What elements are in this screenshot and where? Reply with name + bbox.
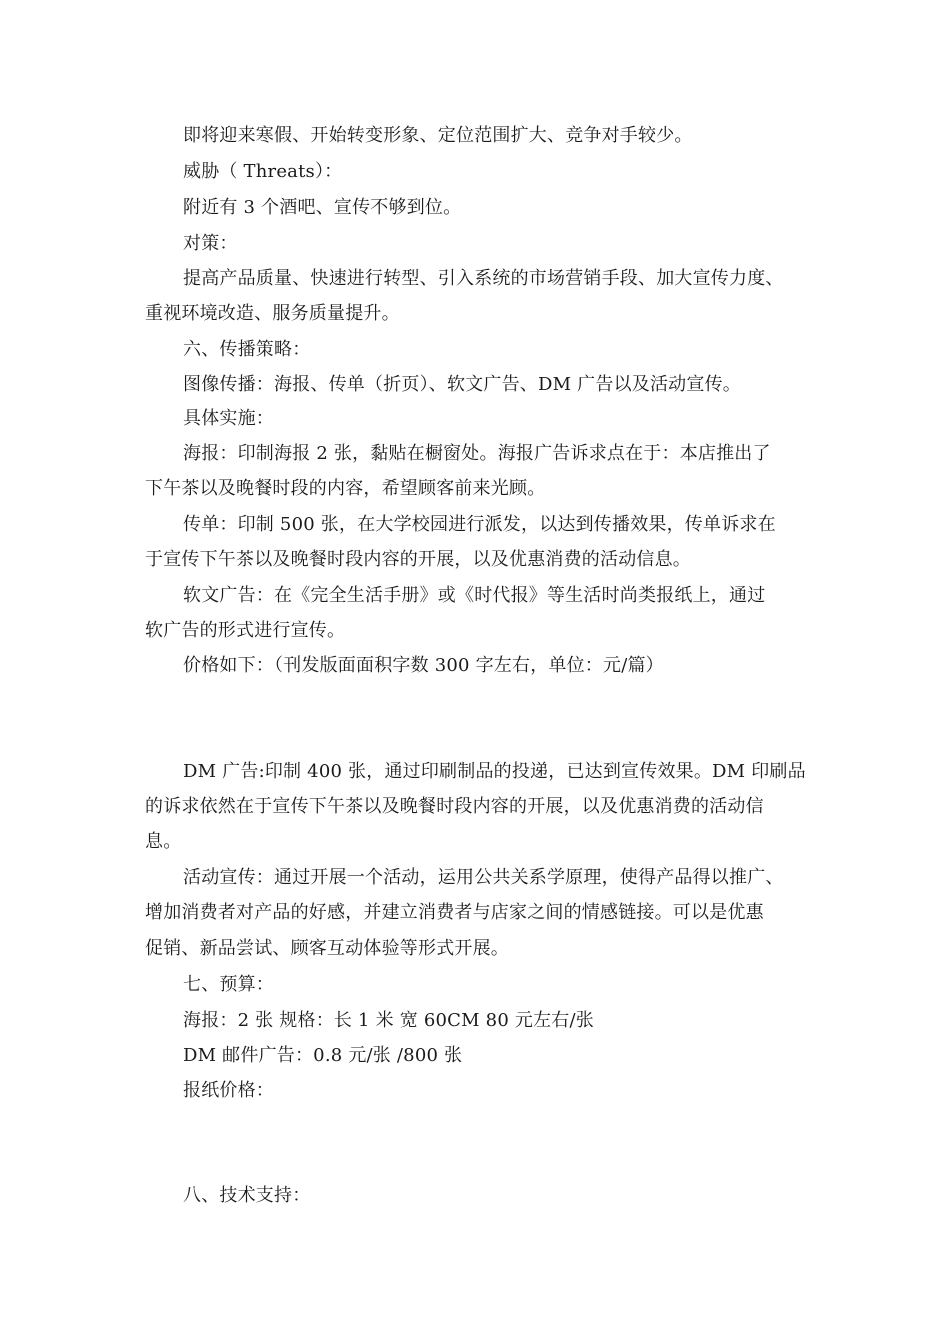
heading-threats: 威胁（ Threats）：	[183, 161, 343, 182]
section-heading-budget: 七、预算：	[183, 974, 274, 995]
paragraph-flyer-line-1: 传单：印制 500 张，在大学校园进行派发，以达到传播效果，传单诉求在	[183, 514, 776, 535]
heading-implementation: 具体实施：	[183, 408, 274, 429]
paragraph-countermeasures-line-2: 重视环境改造、服务质量提升。	[145, 303, 400, 324]
paragraph-event-line-1: 活动宣传：通过开展一个活动，运用公共关系学原理，使得产品得以推广、	[183, 867, 784, 888]
paragraph-image-communication: 图像传播：海报、传单（折页）、软文广告、DM 广告以及活动宣传。	[183, 374, 741, 395]
paragraph-dm-ad-line-1: DM 广告:印制 400 张，通过印刷制品的投递，已达到宣传效果。DM 印刷品	[183, 761, 806, 782]
paragraph-event-line-2: 增加消费者对产品的好感，并建立消费者与店家之间的情感链接。可以是优惠	[145, 902, 764, 923]
section-heading-technical-support: 八、技术支持：	[183, 1185, 311, 1206]
paragraph-price-note: 价格如下：（刊发版面面积字数 300 字左右，单位：元/篇）	[183, 655, 664, 676]
budget-item-poster: 海报：2 张 规格：长 1 米 宽 60CM 80 元左右/张	[183, 1010, 594, 1031]
paragraph-countermeasures-line-1: 提高产品质量、快速进行转型、引入系统的市场营销手段、加大宣传力度、	[183, 268, 784, 289]
section-heading-communication-strategy: 六、传播策略：	[183, 339, 311, 360]
paragraph-soft-ad-line-1: 软文广告：在《完全生活手册》或《时代报》等生活时尚类报纸上，通过	[183, 585, 766, 606]
heading-countermeasures: 对策：	[183, 233, 238, 254]
paragraph-poster-line-2: 下午茶以及晚餐时段的内容，希望顾客前来光顾。	[145, 478, 546, 499]
paragraph-poster-line-1: 海报：印制海报 2 张，黏贴在橱窗处。海报广告诉求点在于：本店推出了	[183, 443, 771, 464]
paragraph-threats-detail: 附近有 3 个酒吧、宣传不够到位。	[183, 197, 462, 218]
paragraph-dm-ad-line-2: 的诉求依然在于宣传下午茶以及晚餐时段内容的开展，以及优惠消费的活动信	[145, 796, 764, 817]
paragraph-opportunities-detail: 即将迎来寒假、开始转变形象、定位范围扩大、竞争对手较少。	[183, 125, 693, 146]
paragraph-event-line-3: 促销、新品尝试、顾客互动体验等形式开展。	[145, 938, 509, 959]
budget-item-newspaper: 报纸价格：	[183, 1080, 274, 1101]
paragraph-soft-ad-line-2: 软广告的形式进行宣传。	[145, 620, 346, 641]
paragraph-flyer-line-2: 于宣传下午茶以及晚餐时段内容的开展，以及优惠消费的活动信息。	[145, 549, 691, 570]
paragraph-dm-ad-line-3: 息。	[145, 831, 182, 852]
budget-item-dm-mail: DM 邮件广告：0.8 元/张 /800 张	[183, 1045, 463, 1066]
